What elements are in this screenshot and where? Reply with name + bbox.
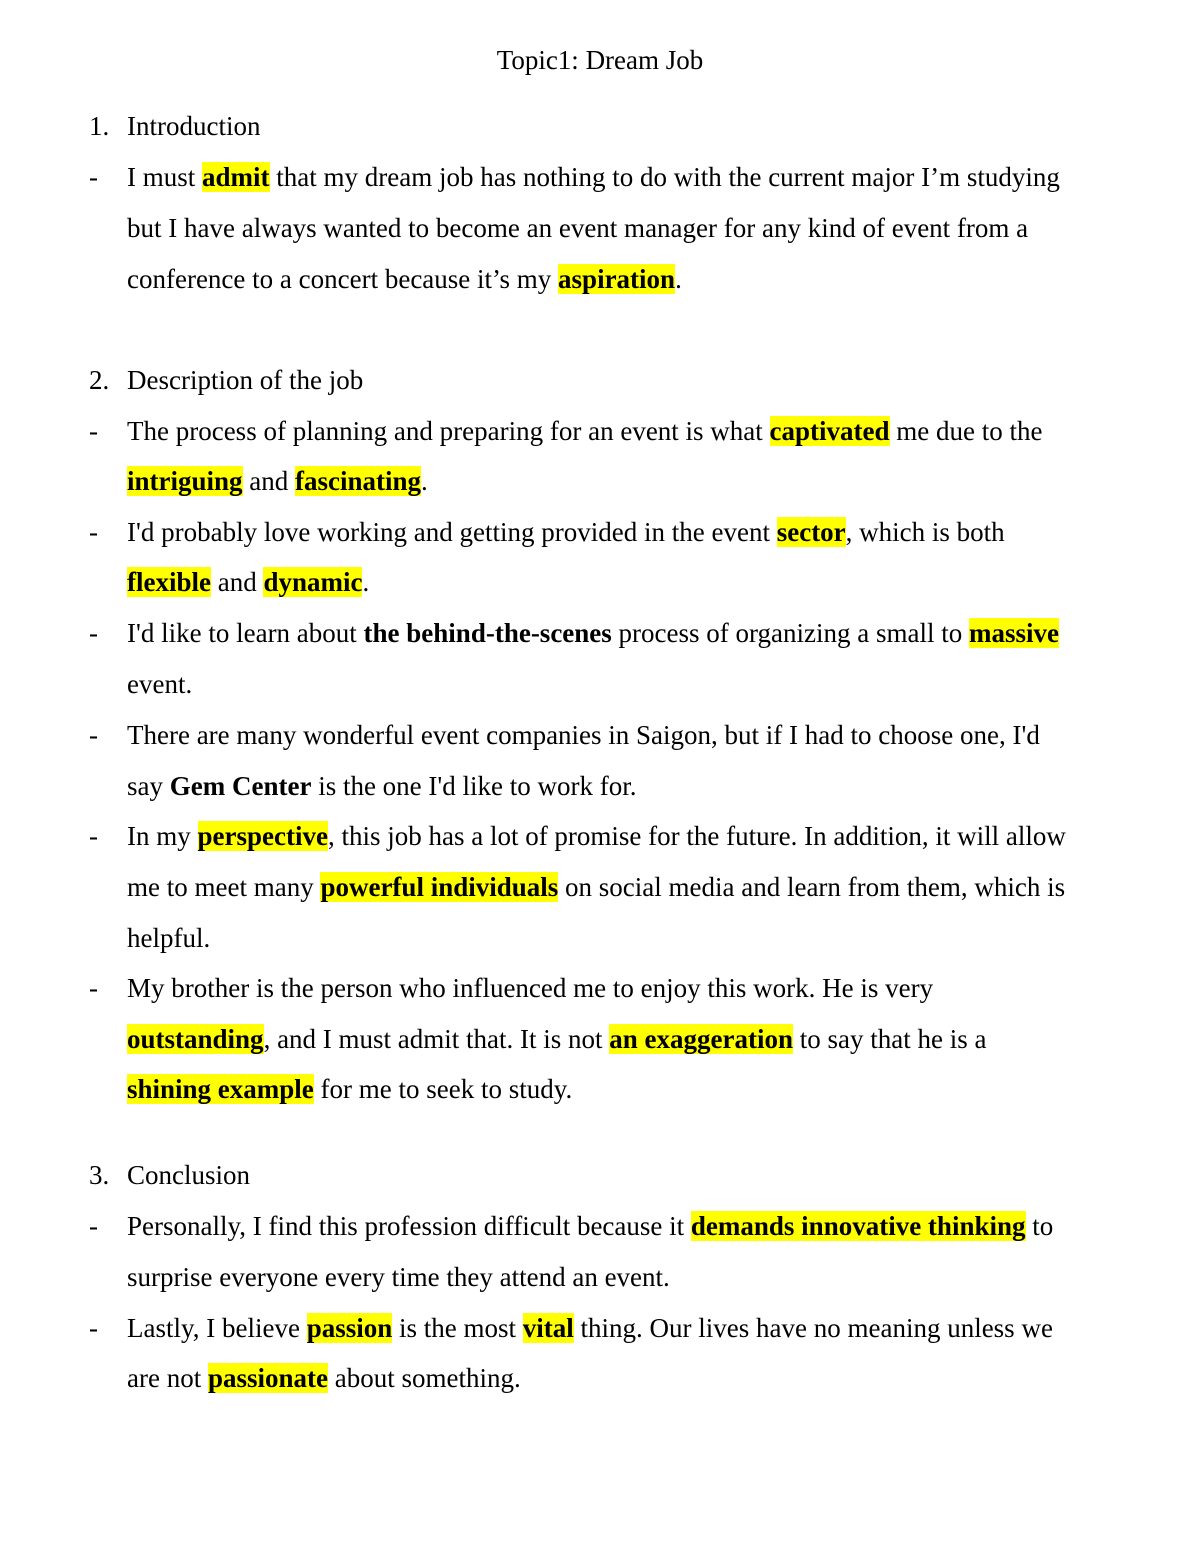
paragraph-line [127,562,369,602]
text-run: surprise everyone every time they attend an event. [127,1262,670,1292]
highlighted-term: an exaggeration [609,1024,794,1054]
highlighted-term: perspective [197,821,328,851]
text-run: that my dream job has nothing to do with the current major I’m studying [269,162,1060,192]
text-run: Personally, I find this profession difficult because it [127,1211,691,1241]
text-run: , which is both [845,517,1005,547]
highlighted-term: passionate [207,1363,328,1393]
text-run: There are many wonderful event companies in Saigon, but if I had to choose one, I'd [127,720,1040,750]
paragraph-line [127,968,933,1008]
text-run: I must [127,162,203,192]
text-run: is the most [392,1313,523,1343]
text-run: on social media and learn from them, which is [558,872,1066,902]
text-run: Lastly, I believe [127,1313,307,1343]
paragraph-line [127,1257,670,1297]
paragraph-line [127,816,1066,856]
text-run: event. [127,669,193,699]
highlighted-term: sector [776,517,846,547]
paragraph-line [127,208,1028,248]
text-run: but I have always wanted to become an event manager for any kind of event from a [127,213,1029,243]
text-run: . [675,264,682,294]
bullet-dash: - [89,162,98,192]
highlighted-term: fascinating [295,466,422,496]
bullet-dash: - [89,720,98,750]
text-run: is the one I'd like to work for. [311,771,637,801]
text-run: process of organizing a small to [611,618,969,648]
paragraph-line [127,1308,1053,1348]
text-run: are not [127,1363,208,1393]
text-run: helpful. [127,923,211,953]
highlighted-term: shining example [127,1074,314,1104]
paragraph-line [127,461,428,501]
paragraph-line [127,664,192,704]
text-run: , and I must admit that. It is not [263,1024,610,1054]
text-run: . [362,567,370,597]
text-run: me due to the [889,416,1043,446]
highlighted-term: demands innovative thinking [690,1211,1026,1241]
text-run: about something. [328,1363,521,1393]
section-3-heading: Conclusion [127,1160,251,1190]
text-run: to say that he is a [793,1024,987,1054]
paragraph-line [127,1069,572,1109]
document-title: Topic1: Dream Job [496,45,704,75]
bullet-dash: - [89,517,98,547]
bullet-dash: - [89,1313,98,1343]
highlighted-term: outstanding [127,1024,264,1054]
text-run: to [1025,1211,1054,1241]
paragraph-line [127,512,1005,552]
text-run: me to meet many [127,872,321,902]
section-1-heading: Introduction [127,111,261,141]
text-run: . [421,466,428,496]
bullet-dash: - [89,821,98,851]
section-3-number: 3. [89,1160,110,1190]
paragraph-line [127,1019,986,1059]
bullet-dash: - [89,973,98,1003]
paragraph-line [127,411,1043,451]
text-run: I'd like to learn about [127,618,364,648]
paragraph-line [127,1206,1053,1246]
paragraph-line [127,1358,521,1398]
text-run: , this job has a lot of promise for the future. In addition, it will allow [327,821,1066,851]
text-run: say [127,771,170,801]
text-run: for me to seek to study. [313,1074,573,1104]
paragraph-line [127,766,637,806]
paragraph-line [127,613,1059,653]
highlighted-term: aspiration [558,264,676,294]
bullet-dash: - [89,416,98,446]
text-run: conference to a concert because it’s my [127,264,559,294]
highlighted-term: flexible [127,567,211,597]
paragraph-line [127,867,1065,907]
highlighted-term: captivated [769,416,890,446]
paragraph-line [127,918,210,958]
text-run: My brother is the person who influenced me to enjoy this work. He is very [127,973,934,1003]
bullet-dash: - [89,1211,98,1241]
paragraph-line [127,157,1060,197]
highlighted-term: admit [202,162,270,192]
text-run: and [210,567,264,597]
highlighted-term: dynamic [263,567,363,597]
highlighted-term: passion [306,1313,393,1343]
section-2-heading: Description of the job [127,365,364,395]
text-run: I'd probably love working and getting provided in the event [127,517,777,547]
highlighted-term: powerful individuals [320,872,559,902]
highlighted-term: vital [522,1313,574,1343]
text-run: and [242,466,296,496]
text-run: thing. Our lives have no meaning unless we [573,1313,1053,1343]
highlighted-term: massive [968,618,1059,648]
section-2-number: 2. [89,365,110,395]
highlighted-term: intriguing [127,466,243,496]
text-run: The process of planning and preparing for an event is what [127,416,770,446]
section-1-number: 1. [89,111,110,141]
bold-term: the behind-the-scenes [363,618,612,648]
paragraph-line [127,715,1040,755]
text-run: In my [127,821,198,851]
paragraph-line [127,259,682,299]
bold-term: Gem Center [169,771,312,801]
bullet-dash: - [89,618,98,648]
